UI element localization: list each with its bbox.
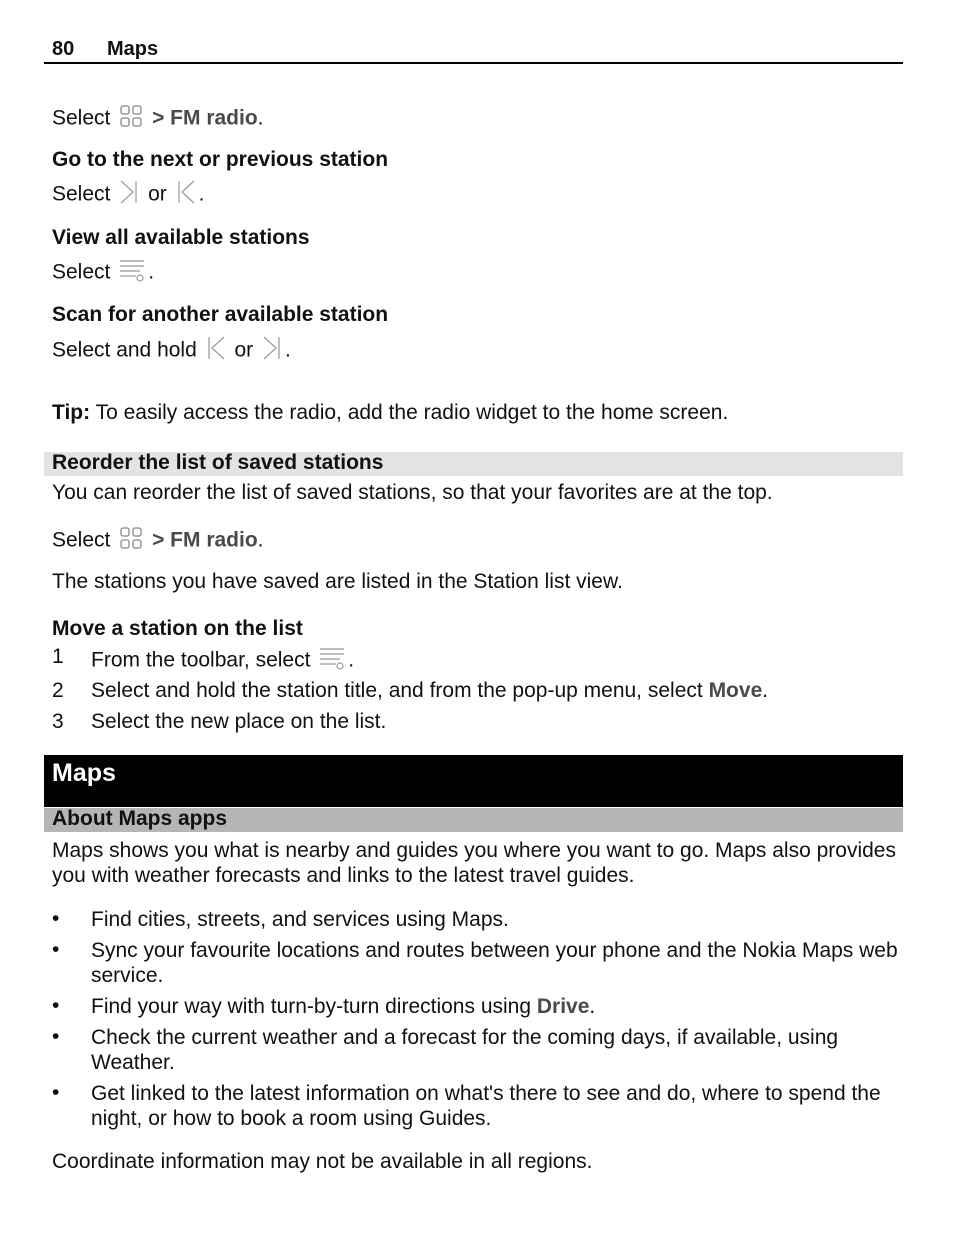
arrow: > [152, 528, 165, 552]
maps-section-band [44, 755, 903, 807]
step-number: 2 [52, 679, 64, 702]
bullet: • [52, 938, 60, 961]
period: . [589, 995, 596, 1018]
about-maps-heading: About Maps apps [52, 807, 228, 830]
select-word: Select [52, 182, 111, 206]
maps-intro: Maps shows you what is nearby and guides you where you want to go. Maps also provides you with weather forecasts and links to the latest travel guides. [52, 839, 896, 887]
page-number: 80 [52, 38, 75, 60]
arrow: > [152, 106, 165, 130]
period: . [762, 679, 769, 702]
reorder-intro: You can reorder the list of saved stations, so that your favorites are at the top. [52, 481, 773, 504]
station-list-icon [318, 645, 346, 677]
select-word: Select [52, 260, 111, 284]
fm-radio-label: FM radio [170, 106, 258, 130]
select-word: Select [52, 528, 111, 552]
view-all-heading: View all available stations [52, 226, 310, 249]
period: . [257, 106, 264, 130]
select-and-hold-text: Select and hold [52, 338, 197, 362]
coordinate-note: Coordinate information may not be available in all regions. [52, 1150, 593, 1173]
period: . [348, 648, 355, 672]
tip-label: Tip: [52, 401, 91, 424]
apps-menu-icon [118, 525, 144, 557]
step-text: Select the new place on the list. [91, 710, 387, 733]
reorder-heading: Reorder the list of saved stations [52, 451, 384, 474]
station-list-icon [118, 257, 146, 289]
tip-line [52, 401, 728, 425]
bullet: • [52, 907, 60, 930]
next-station-icon [118, 179, 140, 211]
step-number: 1 [52, 645, 64, 668]
step-text: Select and hold the station title, and from the pop-up menu, select [91, 679, 703, 702]
tip-text: To easily access the radio, add the radio widget to the home screen. [95, 401, 729, 424]
next-station-icon [261, 335, 283, 367]
previous-station-icon [205, 335, 227, 367]
next-previous-heading: Go to the next or previous station [52, 148, 389, 171]
period: . [285, 338, 291, 362]
step-text: From the toolbar, select [91, 648, 311, 672]
bullet-item [91, 994, 901, 1019]
bullet-item: Get linked to the latest information on what's there to see and do, where to spend the night, or how to book a room using Guides. [91, 1082, 881, 1130]
apps-menu-icon [118, 103, 144, 135]
period: . [148, 260, 155, 284]
station-list-note: The stations you have saved are listed in the Station list view. [52, 570, 623, 593]
bullet: • [52, 994, 60, 1017]
step-item [91, 645, 354, 677]
scan-line [52, 335, 291, 367]
select-fm-radio-line [52, 103, 264, 135]
previous-station-icon [175, 179, 197, 211]
view-all-line [52, 257, 154, 289]
move-command: Move [708, 679, 763, 702]
bullet-text: Find your way with turn-by-turn directions using [91, 995, 532, 1018]
bullet-item: Find cities, streets, and services using Maps. [91, 908, 509, 931]
bullet-item: Check the current weather and a forecast for the coming days, if available, using Weather. [91, 1026, 839, 1074]
header-rule [44, 62, 903, 64]
bullet: • [52, 1081, 60, 1104]
step-item [91, 679, 768, 703]
or-word: or [234, 338, 254, 362]
period: . [257, 528, 264, 552]
step-number: 3 [52, 710, 64, 733]
bullet: • [52, 1025, 60, 1048]
drive-app-name: Drive [536, 995, 590, 1018]
bullet-item: Sync your favourite locations and routes between your phone and the Nokia Maps web service. [91, 939, 898, 987]
move-heading: Move a station on the list [52, 617, 303, 640]
next-previous-line [52, 179, 204, 211]
scan-heading: Scan for another available station [52, 303, 389, 326]
select-word: Select [52, 106, 111, 130]
or-word: or [148, 182, 167, 206]
maps-section-title: Maps [52, 759, 116, 787]
period: . [198, 182, 205, 206]
fm-radio-label: FM radio [170, 528, 258, 552]
select-fm-radio-line-2 [52, 525, 264, 557]
running-header-title: Maps [107, 38, 159, 60]
